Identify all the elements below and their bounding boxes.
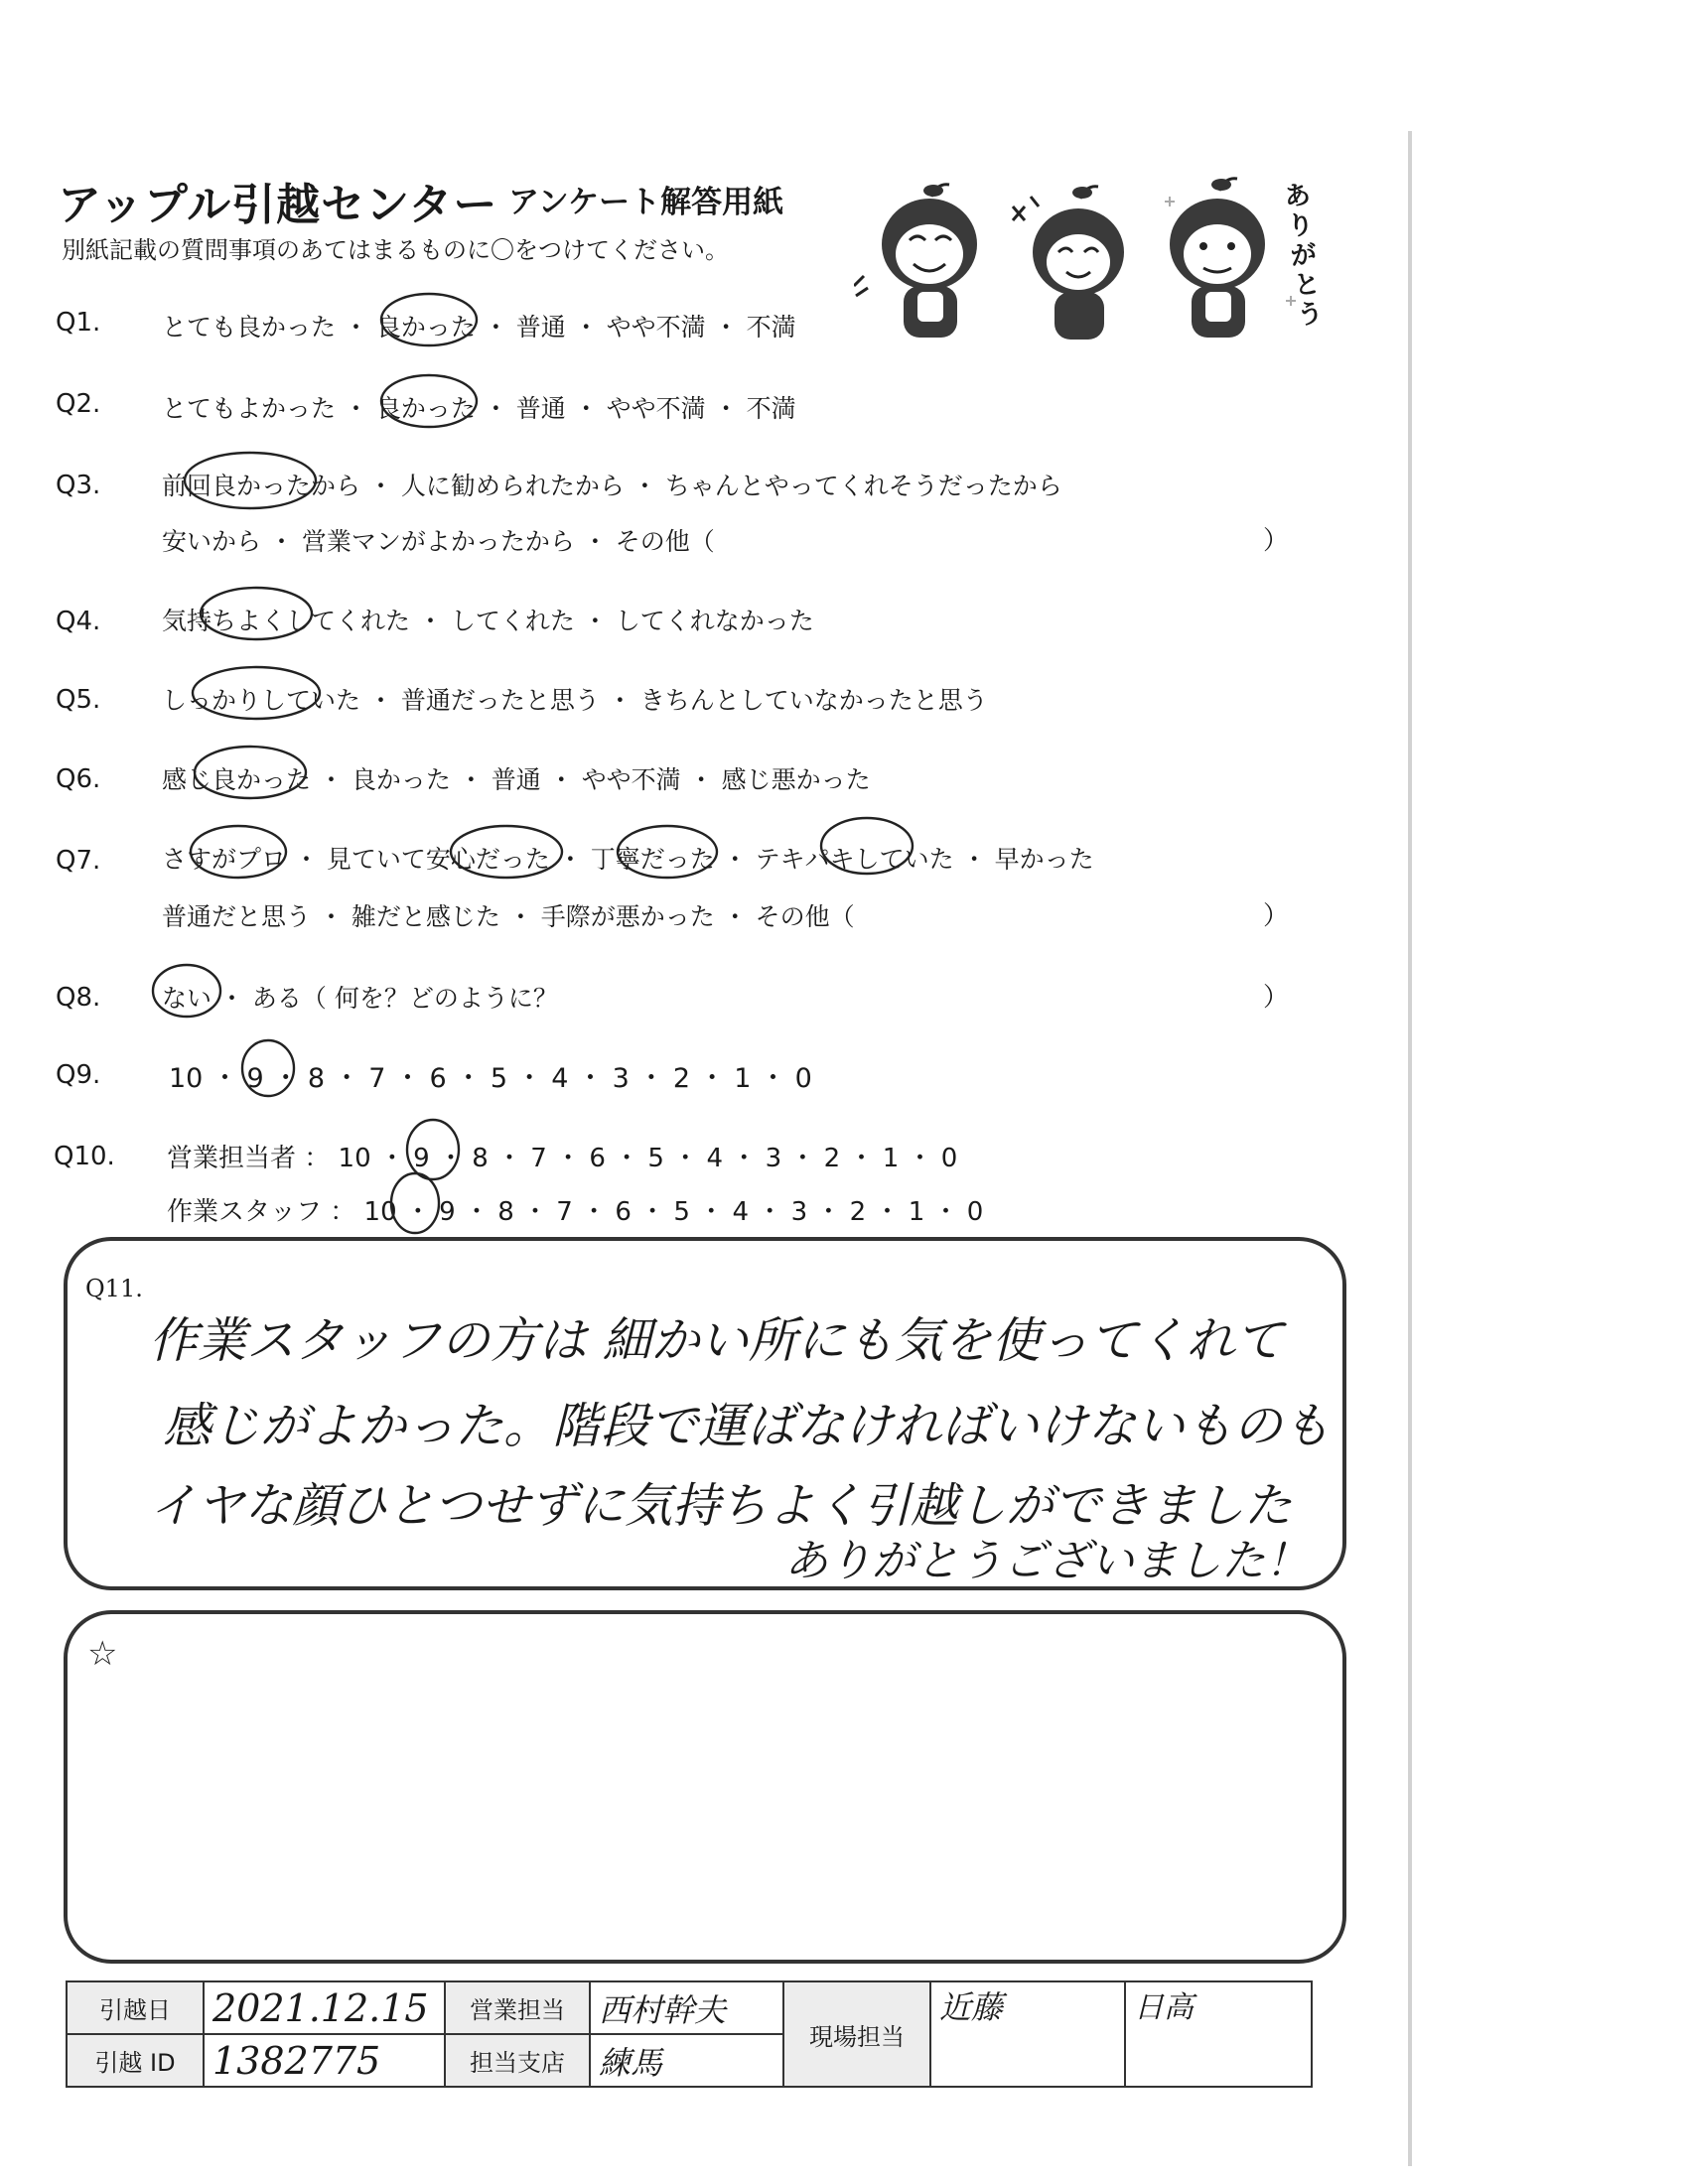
site-label: 現場担当: [783, 1981, 930, 2087]
q4-label: Q4.: [56, 607, 101, 636]
q10-sales-scale: 営業担当者 ： 10 ・ 9 ・ 8 ・ 7 ・ 6 ・ 5 ・ 4 ・ 3 ・ 2 ・ 1 ・ 0: [167, 1144, 958, 1173]
q11-handwritten-line3: イヤな顔ひとつせずに気持ちよく引越しができました: [149, 1478, 1293, 1534]
mascot-arigatou-text: ありがとう: [1283, 180, 1325, 332]
move-date-value: 2021.12.15: [204, 1981, 445, 2034]
q6-label: Q6.: [56, 764, 101, 794]
q2-options: とてもよかった ・ 良かった ・ 普通 ・ やや不満 ・ 不満: [162, 394, 796, 423]
q9-label: Q9.: [56, 1060, 101, 1090]
q7-answer-circle-2: [451, 826, 562, 878]
q4-options: 気持ちよくしてくれた ・ してくれた ・ してくれなかった: [162, 607, 814, 635]
q6-answer-circle: [195, 747, 306, 798]
company-title: アップル引越センター: [58, 180, 498, 230]
site-staff-1-value: 近藤: [930, 1981, 1125, 2087]
q11-handwritten-line1: 作業スタッフの方は 細かい所にも気を使ってくれて: [149, 1312, 1284, 1369]
site-staff-2-value: 日高: [1125, 1981, 1312, 2087]
q8-options: ない ・ ある（ 何を？どのように？: [162, 984, 558, 1013]
q5-label: Q5.: [56, 685, 101, 715]
q7-label: Q7.: [56, 846, 101, 876]
q11-label: Q11.: [85, 1275, 143, 1302]
form-subtitle: アンケート解答用紙: [508, 185, 784, 220]
q5-options: しっかりしていた ・ 普通だったと思う ・ きちんとしていなかったと思う: [162, 686, 988, 715]
q10-label: Q10.: [54, 1142, 115, 1171]
q3-close-paren: ）: [1263, 526, 1290, 556]
star-label: ☆: [87, 1634, 118, 1674]
branch-value: 練馬: [590, 2034, 783, 2087]
q6-options: 感じ良かった ・ 良かった ・ 普通 ・ やや不満 ・ 感じ悪かった: [162, 765, 871, 794]
sales-label: 営業担当: [445, 1981, 590, 2034]
q9-scale: 10 ・ 9 ・ 8 ・ 7 ・ 6 ・ 5 ・ 4 ・ 3 ・ 2 ・ 1 ・ 0: [169, 1063, 812, 1094]
q7-answer-circle-1: [191, 826, 286, 878]
move-id-label: 引越 ID: [67, 2034, 204, 2087]
q3-options-line2: 安いから ・ 営業マンがよかったから ・ その他（: [162, 527, 715, 556]
q5-answer-circle: [193, 667, 320, 719]
q1-options: とても良かった ・ 良かった ・ 普通 ・ やや不満 ・ 不満: [162, 313, 796, 341]
star-comment-box: [64, 1610, 1346, 1964]
instruction-text: 別紙記載の質問事項のあてはまるものに〇をつけてください。: [62, 236, 729, 264]
move-date-label: 引越日: [67, 1981, 204, 2034]
move-id-value: 1382775: [204, 2034, 445, 2087]
q10-staff-scale: 作業スタッフ ： 10 ・ 9 ・ 8 ・ 7 ・ 6 ・ 5 ・ 4 ・ 3 ・ 2 ・ 1 ・ 0: [167, 1197, 984, 1227]
q8-answer-circle: [153, 965, 220, 1017]
q7-answer-circle-3: [618, 826, 717, 878]
q7-close-paren: ）: [1263, 901, 1290, 931]
branch-label: 担当支店: [445, 2034, 590, 2087]
q7-options-line1: さすがプロ ・ 見ていて安心だった ・ 丁寧だった ・ テキパキしていた ・ 早かった: [162, 845, 1094, 874]
footer-info-table: [66, 1980, 1313, 2088]
q11-handwritten-line2: 感じがよかった。階段で運ばなければいけないものも: [163, 1398, 1332, 1454]
q9-answer-circle: [242, 1040, 294, 1096]
q8-label: Q8.: [56, 983, 101, 1013]
q1-answer-circle: [381, 294, 477, 345]
sales-name-value: 西村幹夫: [590, 1981, 783, 2034]
q2-answer-circle: [381, 375, 477, 427]
q4-answer-circle: [201, 588, 312, 639]
q11-handwritten-line4: ありがとうございました！: [784, 1536, 1309, 1586]
q10-staff-answer-circle: [391, 1173, 439, 1233]
q3-options-line1: 前回良かったから ・ 人に勧められたから ・ ちゃんとやってくれそうだったから: [162, 472, 1062, 500]
q7-options-line2: 普通だと思う ・ 雑だと感じた ・ 手際が悪かった ・ その他（: [162, 902, 855, 931]
q2-label: Q2.: [56, 389, 101, 419]
q8-close-paren: ）: [1263, 983, 1290, 1013]
q1-label: Q1.: [56, 308, 101, 338]
q3-label: Q3.: [56, 471, 101, 500]
q3-answer-circle: [185, 453, 316, 508]
q10-sales-answer-circle: [407, 1120, 459, 1179]
q7-answer-circle-4: [821, 818, 913, 874]
